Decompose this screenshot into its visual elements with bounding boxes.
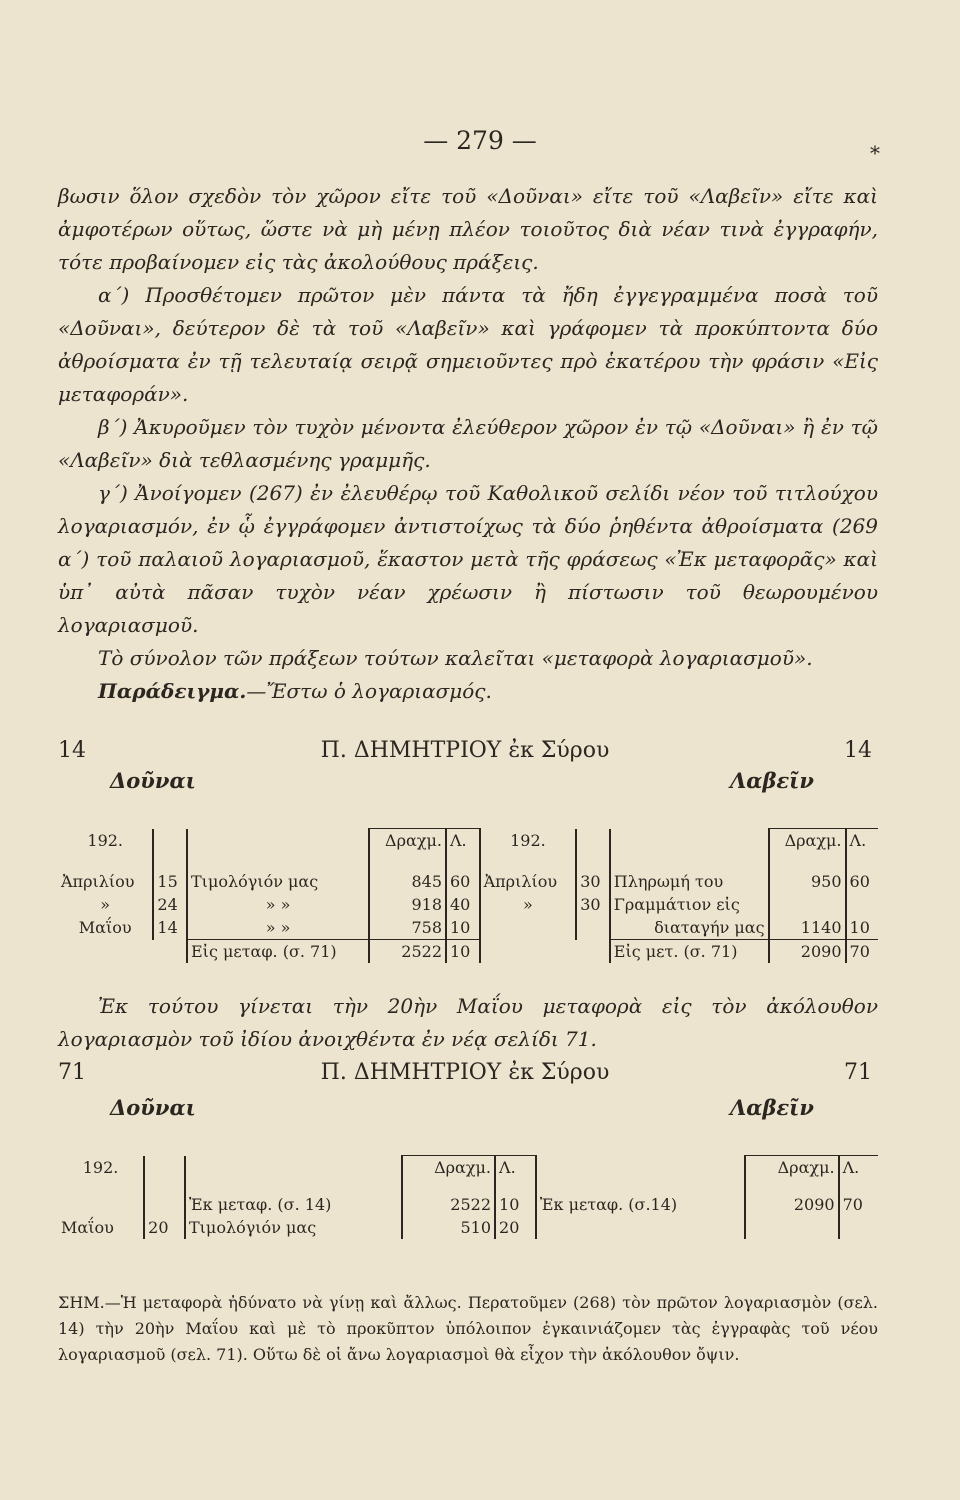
table-row: Ἀπριλίου 15 Τιμολόγιόν μας 845 60 Ἀπριλίου 30 Πληρωμή του 950 60 xyxy=(58,870,878,893)
account1-left-number: 14 xyxy=(58,738,86,763)
header-cents: Λ. xyxy=(446,829,480,853)
account1-right-number: 14 xyxy=(844,738,872,763)
account2-debit-label: Δοῦναι xyxy=(110,1095,196,1120)
account2-title: Π. ΔΗΜΗΤΡΙΟΥ ἐκ Σύρου xyxy=(320,1060,610,1085)
header-cents-right: Λ. xyxy=(846,829,878,853)
header-amount-right: Δραχμ. xyxy=(769,829,846,853)
table-header-row: 192. Δραχμ. Λ. Δραχμ. Λ. xyxy=(58,1156,878,1180)
star-mark: ⁎ xyxy=(870,135,880,159)
paragraph-step-c: γ΄) Ἀνοίγομεν (267) ἐν ἐλευθέρῳ τοῦ Καθολικοῦ σελίδι νέον τοῦ τιτλούχου λογαριασμόν, ἐν ᾧ ἐγγράφομεν ἀντιστοίχως τὰ δύο ῥηθέντα ἀθροίσματα (269 α΄) τοῦ παλαιοῦ λογαριασμοῦ, ἕκαστον μετὰ τῆς φράσεως «Ἐκ μεταφορᾶς» καὶ ὑπ᾽ αὐτὰ πᾶσαν τυχὸν νέαν χρέωσιν ἢ πίστωσιν τοῦ θεωρουμένου λογαριασμοῦ. xyxy=(58,481,878,637)
account2-credit-label: Λαβεῖν xyxy=(730,1095,814,1120)
example-line xyxy=(58,675,878,708)
table-row: Ἐκ μεταφ. (σ. 14) 2522 10 Ἐκ μεταφ. (σ.14) 2090 70 xyxy=(58,1193,878,1216)
table-row: » 24 » » 918 40 » 30 Γραμμάτιον εἰς xyxy=(58,893,878,916)
account1-ledger xyxy=(58,828,878,963)
table-header-row xyxy=(58,829,878,853)
account1-debit-label: Δοῦναι xyxy=(110,768,196,793)
account1-credit-label: Λαβεῖν xyxy=(730,768,814,793)
account1-title: Π. ΔΗΜΗΤΡΙΟΥ ἐκ Σύρου xyxy=(320,738,610,763)
paragraph-continuation: βωσιν ὅλον σχεδὸν τὸν χῶρον εἴτε τοῦ «Δοῦναι» εἴτε τοῦ «Λαβεῖν» εἴτε καὶ ἀμφοτέρων οὕτως, ὥστε νὰ μὴ μένῃ πλέον τοιοῦτος διὰ νέαν τινὰ ἐγγραφήν, τότε προβαίνομεν εἰς τὰς ἀκολούθους πράξεις. xyxy=(58,184,878,274)
paragraph-step-a: α΄) Προσθέτομεν πρῶτον μὲν πάντα τὰ ἤδη ἐγγεγραμμένα ποσὰ τοῦ «Δοῦναι», δεύτερον δὲ τὰ τοῦ «Λαβεῖν» καὶ γράφομεν τὰ προκύπτοντα δύο ἀθροίσματα ἐν τῇ τελευταίᾳ σειρᾷ σημειοῦντες πρὸ ἑκατέρου τὴν φράσιν «Εἰς μεταφοράν». xyxy=(58,283,878,406)
header-amount: Δραχμ. xyxy=(369,829,446,853)
paragraph-summary: Τὸ σύνολον τῶν πράξεων τούτων καλεῖται «μεταφορὰ λογαριασμοῦ». xyxy=(98,646,813,670)
intro-text xyxy=(58,180,878,708)
account2-ledger xyxy=(58,1155,878,1239)
page-number: — 279 — xyxy=(423,126,537,155)
table-row: Μαΐου 20 Τιμολόγιόν μας 510 20 xyxy=(58,1216,878,1239)
account2-right-number: 71 xyxy=(844,1060,872,1085)
example-text: —Ἔστω ὁ λογαριασμός. xyxy=(246,679,492,703)
transfer-text: Ἐκ τούτου γίνεται τὴν 20ὴν Μαΐου μεταφορὰ εἰς τὸν ἀκόλουθον λογαριασμὸν τοῦ ἰδίου ἀνοιχθέντα ἐν νέᾳ σελίδι 71. xyxy=(58,994,878,1051)
header-year: 192. xyxy=(87,830,124,850)
table-row-total: Εἰς μεταφ. (σ. 71) 2522 10 Εἰς μετ. (σ. 71) 2090 70 xyxy=(58,940,878,964)
table-row: Μαΐου 14 » » 758 10 διαταγήν μας 1140 10 xyxy=(58,916,878,940)
example-title: Παράδειγμα. xyxy=(98,679,247,703)
account2-left-number: 71 xyxy=(58,1060,86,1085)
footnote: ΣΗΜ.—Ἡ μεταφορὰ ἠδύνατο νὰ γίνῃ καὶ ἄλλως. Περατοῦμεν (268) τὸν πρῶτον λογαριασμὸν (σελ. 14) τὴν 20ὴν Μαΐου καὶ μὲ τὸ προκῦπτον ὑπόλοιπον ἐγκαινιάζομεν τὰς ἐγγραφὰς τοῦ νέου λογαριασμοῦ (σελ. 71). Οὕτω δὲ οἱ ἄνω λογαριασμοὶ θὰ εἶχον τὴν ἀκόλουθον ὄψιν. xyxy=(58,1293,878,1364)
header-year-right: 192. xyxy=(510,830,546,850)
paragraph-step-b: β΄) Ἀκυροῦμεν τὸν τυχὸν μένοντα ἐλεύθερον χῶρον ἐν τῷ «Δοῦναι» ἢ ἐν τῷ «Λαβεῖν» διὰ τεθλασμένης γραμμῆς. xyxy=(58,415,878,472)
